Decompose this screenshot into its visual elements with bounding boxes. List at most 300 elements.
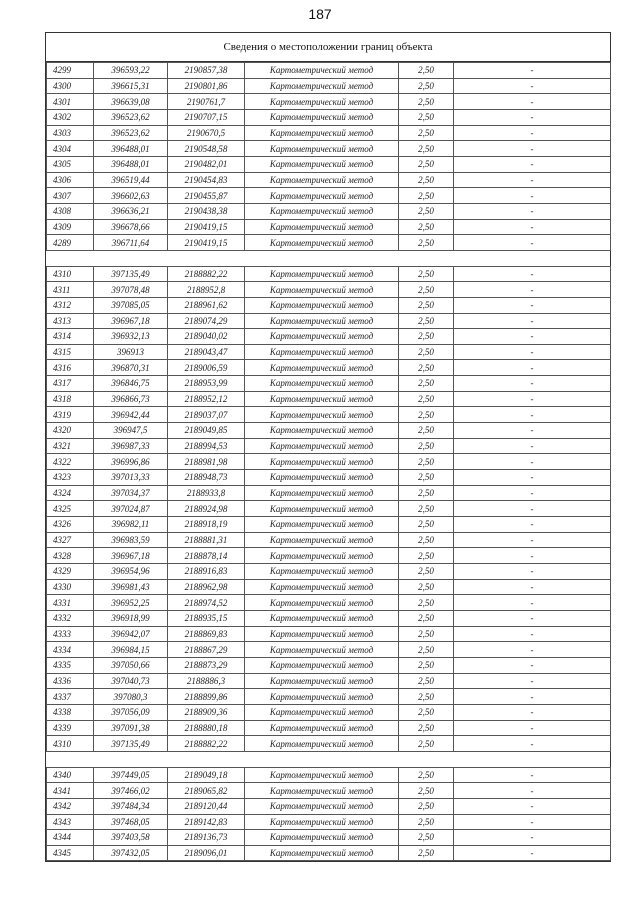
y-coordinate-cell: 2188981,98 (168, 454, 245, 470)
description-cell: - (454, 376, 611, 392)
point-number-cell: 4326 (47, 517, 94, 533)
x-coordinate-cell: 397078,48 (94, 282, 168, 298)
method-cell: Картометрический метод (245, 657, 399, 673)
y-coordinate-cell: 2188953,99 (168, 376, 245, 392)
table-row (47, 109, 611, 125)
table-row (47, 407, 611, 423)
x-coordinate-cell: 396918,99 (94, 610, 168, 626)
point-number-cell: 4312 (47, 297, 94, 313)
description-cell: - (454, 94, 611, 110)
table-body (47, 63, 611, 861)
description-cell: - (454, 203, 611, 219)
y-coordinate-cell: 2190438,38 (168, 203, 245, 219)
method-cell: Картометрический метод (245, 689, 399, 705)
method-cell: Картометрический метод (245, 438, 399, 454)
accuracy-cell: 2,50 (399, 704, 454, 720)
table-row (47, 673, 611, 689)
accuracy-cell: 2,50 (399, 595, 454, 611)
description-cell: - (454, 329, 611, 345)
method-cell: Картометрический метод (245, 626, 399, 642)
table-row (47, 595, 611, 611)
x-coordinate-cell: 397135,49 (94, 266, 168, 282)
y-coordinate-cell: 2188935,15 (168, 610, 245, 626)
table-row (47, 783, 611, 799)
method-cell: Картометрический метод (245, 783, 399, 799)
point-number-cell: 4308 (47, 203, 94, 219)
y-coordinate-cell: 2188952,12 (168, 391, 245, 407)
method-cell: Картометрический метод (245, 344, 399, 360)
x-coordinate-cell: 396984,15 (94, 642, 168, 658)
accuracy-cell: 2,50 (399, 767, 454, 783)
y-coordinate-cell: 2188994,53 (168, 438, 245, 454)
description-cell: - (454, 313, 611, 329)
point-number-cell: 4332 (47, 610, 94, 626)
point-number-cell: 4313 (47, 313, 94, 329)
x-coordinate-cell: 396523,62 (94, 109, 168, 125)
description-cell: - (454, 736, 611, 752)
x-coordinate-cell: 397056,09 (94, 704, 168, 720)
table-row (47, 517, 611, 533)
description-cell: - (454, 470, 611, 486)
y-coordinate-cell: 2190455,87 (168, 188, 245, 204)
point-number-cell: 4302 (47, 109, 94, 125)
table-row (47, 172, 611, 188)
description-cell: - (454, 720, 611, 736)
point-number-cell: 4321 (47, 438, 94, 454)
description-cell: - (454, 172, 611, 188)
point-number-cell: 4320 (47, 423, 94, 439)
description-cell: - (454, 657, 611, 673)
point-number-cell: 4333 (47, 626, 94, 642)
point-number-cell: 4317 (47, 376, 94, 392)
accuracy-cell: 2,50 (399, 438, 454, 454)
accuracy-cell: 2,50 (399, 156, 454, 172)
accuracy-cell: 2,50 (399, 532, 454, 548)
x-coordinate-cell: 396846,75 (94, 376, 168, 392)
y-coordinate-cell: 2188878,14 (168, 548, 245, 564)
accuracy-cell: 2,50 (399, 517, 454, 533)
method-cell: Картометрический метод (245, 266, 399, 282)
method-cell: Картометрический метод (245, 203, 399, 219)
method-cell: Картометрический метод (245, 564, 399, 580)
y-coordinate-cell: 2189142,83 (168, 814, 245, 830)
accuracy-cell: 2,50 (399, 610, 454, 626)
x-coordinate-cell: 397091,38 (94, 720, 168, 736)
accuracy-cell: 2,50 (399, 673, 454, 689)
method-cell: Картометрический метод (245, 78, 399, 94)
y-coordinate-cell: 2190454,83 (168, 172, 245, 188)
y-coordinate-cell: 2190482,01 (168, 156, 245, 172)
x-coordinate-cell: 397135,49 (94, 736, 168, 752)
accuracy-cell: 2,50 (399, 109, 454, 125)
point-number-cell: 4339 (47, 720, 94, 736)
table-row (47, 376, 611, 392)
x-coordinate-cell: 396639,08 (94, 94, 168, 110)
description-cell: - (454, 438, 611, 454)
accuracy-cell: 2,50 (399, 657, 454, 673)
x-coordinate-cell: 397034,37 (94, 485, 168, 501)
accuracy-cell: 2,50 (399, 626, 454, 642)
x-coordinate-cell: 396523,62 (94, 125, 168, 141)
separator-cell (47, 250, 611, 266)
description-cell: - (454, 610, 611, 626)
y-coordinate-cell: 2188886,3 (168, 673, 245, 689)
point-number-cell: 4327 (47, 532, 94, 548)
point-number-cell: 4342 (47, 798, 94, 814)
y-coordinate-cell: 2189040,02 (168, 329, 245, 345)
method-cell: Картометрический метод (245, 141, 399, 157)
table-row (47, 438, 611, 454)
point-number-cell: 4323 (47, 470, 94, 486)
table-row (47, 814, 611, 830)
table-row (47, 391, 611, 407)
method-cell: Картометрический метод (245, 297, 399, 313)
description-cell: - (454, 125, 611, 141)
point-number-cell: 4325 (47, 501, 94, 517)
description-cell: - (454, 689, 611, 705)
table-row (47, 736, 611, 752)
method-cell: Картометрический метод (245, 172, 399, 188)
description-cell: - (454, 344, 611, 360)
point-number-cell: 4344 (47, 830, 94, 846)
accuracy-cell: 2,50 (399, 423, 454, 439)
point-number-cell: 4337 (47, 689, 94, 705)
description-cell: - (454, 595, 611, 611)
table-row (47, 610, 611, 626)
accuracy-cell: 2,50 (399, 172, 454, 188)
accuracy-cell: 2,50 (399, 360, 454, 376)
y-coordinate-cell: 2190548,58 (168, 141, 245, 157)
x-coordinate-cell: 396942,07 (94, 626, 168, 642)
table-row (47, 845, 611, 861)
y-coordinate-cell: 2189037,07 (168, 407, 245, 423)
description-cell: - (454, 297, 611, 313)
accuracy-cell: 2,50 (399, 548, 454, 564)
description-cell: - (454, 767, 611, 783)
table-row (47, 266, 611, 282)
description-cell: - (454, 673, 611, 689)
point-number-cell: 4322 (47, 454, 94, 470)
description-cell: - (454, 814, 611, 830)
accuracy-cell: 2,50 (399, 798, 454, 814)
table-row (47, 297, 611, 313)
description-cell: - (454, 78, 611, 94)
method-cell: Картометрический метод (245, 642, 399, 658)
y-coordinate-cell: 2188909,36 (168, 704, 245, 720)
accuracy-cell: 2,50 (399, 579, 454, 595)
table-row (47, 720, 611, 736)
method-cell: Картометрический метод (245, 736, 399, 752)
description-cell: - (454, 407, 611, 423)
description-cell: - (454, 830, 611, 846)
accuracy-cell: 2,50 (399, 329, 454, 345)
accuracy-cell: 2,50 (399, 485, 454, 501)
point-number-cell: 4307 (47, 188, 94, 204)
y-coordinate-cell: 2188882,22 (168, 736, 245, 752)
table-row (47, 642, 611, 658)
method-cell: Картометрический метод (245, 517, 399, 533)
table-row (47, 830, 611, 846)
description-cell: - (454, 109, 611, 125)
table-row (47, 657, 611, 673)
point-number-cell: 4318 (47, 391, 94, 407)
page-number: 187 (308, 6, 332, 22)
point-number-cell: 4324 (47, 485, 94, 501)
accuracy-cell: 2,50 (399, 845, 454, 861)
table-title: Сведения о местоположении границ объекта (46, 33, 610, 62)
description-cell: - (454, 282, 611, 298)
description-cell: - (454, 783, 611, 799)
x-coordinate-cell: 396711,64 (94, 235, 168, 251)
method-cell: Картометрический метод (245, 94, 399, 110)
point-number-cell: 4311 (47, 282, 94, 298)
method-cell: Картометрический метод (245, 360, 399, 376)
method-cell: Картометрический метод (245, 313, 399, 329)
table-row (47, 564, 611, 580)
point-number-cell: 4289 (47, 235, 94, 251)
table-row (47, 360, 611, 376)
y-coordinate-cell: 2188873,29 (168, 657, 245, 673)
y-coordinate-cell: 2190670,5 (168, 125, 245, 141)
description-cell: - (454, 156, 611, 172)
accuracy-cell: 2,50 (399, 63, 454, 79)
description-cell: - (454, 579, 611, 595)
accuracy-cell: 2,50 (399, 266, 454, 282)
table-row (47, 344, 611, 360)
description-cell: - (454, 532, 611, 548)
table-row (47, 235, 611, 251)
method-cell: Картометрический метод (245, 125, 399, 141)
method-cell: Картометрический метод (245, 391, 399, 407)
x-coordinate-cell: 396519,44 (94, 172, 168, 188)
table-row (47, 485, 611, 501)
description-cell: - (454, 485, 611, 501)
y-coordinate-cell: 2189006,59 (168, 360, 245, 376)
description-cell: - (454, 548, 611, 564)
x-coordinate-cell: 396967,18 (94, 548, 168, 564)
x-coordinate-cell: 397466,02 (94, 783, 168, 799)
description-cell: - (454, 63, 611, 79)
table-row (47, 454, 611, 470)
description-cell: - (454, 391, 611, 407)
x-coordinate-cell: 396866,73 (94, 391, 168, 407)
point-number-cell: 4331 (47, 595, 94, 611)
table-row (47, 94, 611, 110)
x-coordinate-cell: 396942,44 (94, 407, 168, 423)
point-number-cell: 4343 (47, 814, 94, 830)
y-coordinate-cell: 2190761,7 (168, 94, 245, 110)
point-number-cell: 4330 (47, 579, 94, 595)
accuracy-cell: 2,50 (399, 376, 454, 392)
x-coordinate-cell: 397080,3 (94, 689, 168, 705)
x-coordinate-cell: 396947,5 (94, 423, 168, 439)
method-cell: Картометрический метод (245, 485, 399, 501)
x-coordinate-cell: 396996,86 (94, 454, 168, 470)
method-cell: Картометрический метод (245, 548, 399, 564)
description-cell: - (454, 423, 611, 439)
x-coordinate-cell: 396987,33 (94, 438, 168, 454)
x-coordinate-cell: 396678,66 (94, 219, 168, 235)
table-row (47, 579, 611, 595)
method-cell: Картометрический метод (245, 454, 399, 470)
point-number-cell: 4334 (47, 642, 94, 658)
table-row (47, 423, 611, 439)
accuracy-cell: 2,50 (399, 188, 454, 204)
accuracy-cell: 2,50 (399, 235, 454, 251)
y-coordinate-cell: 2189136,73 (168, 830, 245, 846)
method-cell: Картометрический метод (245, 376, 399, 392)
table-row (47, 188, 611, 204)
accuracy-cell: 2,50 (399, 94, 454, 110)
point-number-cell: 4345 (47, 845, 94, 861)
x-coordinate-cell: 396982,11 (94, 517, 168, 533)
description-cell: - (454, 704, 611, 720)
group-separator (47, 751, 611, 767)
x-coordinate-cell: 396967,18 (94, 313, 168, 329)
method-cell: Картометрический метод (245, 673, 399, 689)
y-coordinate-cell: 2188974,52 (168, 595, 245, 611)
y-coordinate-cell: 2189065,82 (168, 783, 245, 799)
point-number-cell: 4310 (47, 266, 94, 282)
description-cell: - (454, 235, 611, 251)
table-row (47, 470, 611, 486)
method-cell: Картометрический метод (245, 798, 399, 814)
y-coordinate-cell: 2188962,98 (168, 579, 245, 595)
y-coordinate-cell: 2190419,15 (168, 219, 245, 235)
x-coordinate-cell: 396602,63 (94, 188, 168, 204)
x-coordinate-cell: 397468,05 (94, 814, 168, 830)
accuracy-cell: 2,50 (399, 78, 454, 94)
method-cell: Картометрический метод (245, 156, 399, 172)
method-cell: Картометрический метод (245, 814, 399, 830)
y-coordinate-cell: 2188867,29 (168, 642, 245, 658)
y-coordinate-cell: 2189074,29 (168, 313, 245, 329)
group-separator (47, 250, 611, 266)
point-number-cell: 4301 (47, 94, 94, 110)
description-cell: - (454, 798, 611, 814)
x-coordinate-cell: 396488,01 (94, 141, 168, 157)
description-cell: - (454, 360, 611, 376)
description-cell: - (454, 517, 611, 533)
table-row (47, 626, 611, 642)
description-cell: - (454, 454, 611, 470)
method-cell: Картометрический метод (245, 282, 399, 298)
method-cell: Картометрический метод (245, 219, 399, 235)
accuracy-cell: 2,50 (399, 783, 454, 799)
accuracy-cell: 2,50 (399, 564, 454, 580)
method-cell: Картометрический метод (245, 109, 399, 125)
point-number-cell: 4335 (47, 657, 94, 673)
accuracy-cell: 2,50 (399, 642, 454, 658)
accuracy-cell: 2,50 (399, 814, 454, 830)
method-cell: Картометрический метод (245, 830, 399, 846)
description-cell: - (454, 845, 611, 861)
accuracy-cell: 2,50 (399, 720, 454, 736)
point-number-cell: 4341 (47, 783, 94, 799)
method-cell: Картометрический метод (245, 579, 399, 595)
point-number-cell: 4310 (47, 736, 94, 752)
x-coordinate-cell: 397024,87 (94, 501, 168, 517)
accuracy-cell: 2,50 (399, 501, 454, 517)
accuracy-cell: 2,50 (399, 736, 454, 752)
accuracy-cell: 2,50 (399, 407, 454, 423)
x-coordinate-cell: 397085,05 (94, 297, 168, 313)
x-coordinate-cell: 396593,22 (94, 63, 168, 79)
y-coordinate-cell: 2189049,18 (168, 767, 245, 783)
point-number-cell: 4340 (47, 767, 94, 783)
y-coordinate-cell: 2189120,44 (168, 798, 245, 814)
table-row (47, 548, 611, 564)
y-coordinate-cell: 2188918,19 (168, 517, 245, 533)
point-number-cell: 4306 (47, 172, 94, 188)
table-row (47, 141, 611, 157)
y-coordinate-cell: 2188933,8 (168, 485, 245, 501)
method-cell: Картометрический метод (245, 501, 399, 517)
description-cell: - (454, 642, 611, 658)
y-coordinate-cell: 2188881,31 (168, 532, 245, 548)
table-row (47, 501, 611, 517)
x-coordinate-cell: 396870,31 (94, 360, 168, 376)
table-row (47, 125, 611, 141)
x-coordinate-cell: 397403,58 (94, 830, 168, 846)
point-number-cell: 4338 (47, 704, 94, 720)
description-cell: - (454, 626, 611, 642)
table-row (47, 63, 611, 79)
table-row (47, 689, 611, 705)
y-coordinate-cell: 2190857,38 (168, 63, 245, 79)
method-cell: Картометрический метод (245, 595, 399, 611)
description-cell: - (454, 501, 611, 517)
method-cell: Картометрический метод (245, 845, 399, 861)
accuracy-cell: 2,50 (399, 297, 454, 313)
y-coordinate-cell: 2190801,86 (168, 78, 245, 94)
point-number-cell: 4305 (47, 156, 94, 172)
x-coordinate-cell: 396615,31 (94, 78, 168, 94)
y-coordinate-cell: 2188952,8 (168, 282, 245, 298)
table-row (47, 704, 611, 720)
method-cell: Картометрический метод (245, 704, 399, 720)
table-row (47, 532, 611, 548)
x-coordinate-cell: 396954,96 (94, 564, 168, 580)
x-coordinate-cell: 396983,59 (94, 532, 168, 548)
y-coordinate-cell: 2188880,18 (168, 720, 245, 736)
description-cell: - (454, 266, 611, 282)
point-number-cell: 4328 (47, 548, 94, 564)
x-coordinate-cell: 397013,33 (94, 470, 168, 486)
y-coordinate-cell: 2189043,47 (168, 344, 245, 360)
accuracy-cell: 2,50 (399, 203, 454, 219)
table-row (47, 329, 611, 345)
accuracy-cell: 2,50 (399, 313, 454, 329)
x-coordinate-cell: 397432,05 (94, 845, 168, 861)
coordinates-table (46, 62, 611, 861)
coordinates-sheet (45, 32, 611, 862)
point-number-cell: 4304 (47, 141, 94, 157)
accuracy-cell: 2,50 (399, 282, 454, 298)
y-coordinate-cell: 2190419,15 (168, 235, 245, 251)
method-cell: Картометрический метод (245, 720, 399, 736)
description-cell: - (454, 188, 611, 204)
y-coordinate-cell: 2188899,86 (168, 689, 245, 705)
x-coordinate-cell: 397050,66 (94, 657, 168, 673)
point-number-cell: 4319 (47, 407, 94, 423)
table-row (47, 767, 611, 783)
accuracy-cell: 2,50 (399, 470, 454, 486)
x-coordinate-cell: 397040,73 (94, 673, 168, 689)
point-number-cell: 4300 (47, 78, 94, 94)
table-row (47, 798, 611, 814)
description-cell: - (454, 219, 611, 235)
